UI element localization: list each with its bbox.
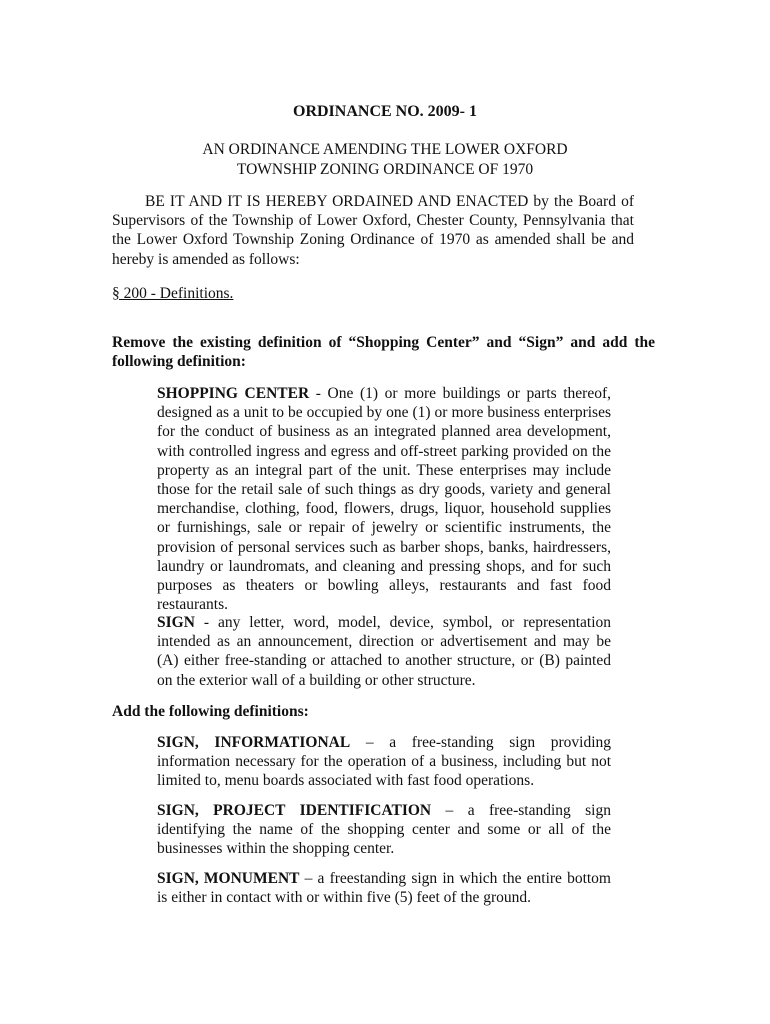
- preamble-paragraph: [112, 192, 634, 269]
- definition-shopping-center: [157, 384, 611, 614]
- ordinance-title: ORDINANCE NO. 2009- 1: [293, 103, 477, 120]
- definition-text: – a free-standing sign providing information necessary for the operation of a business, including but not limited to, menu boards associated with fast food operations.: [157, 734, 611, 790]
- definition-term: SIGN, PROJECT IDENTIFICATION: [157, 802, 432, 819]
- definition-term: SIGN, MONUMENT: [157, 870, 300, 887]
- definition-sign: [157, 613, 611, 690]
- definition-sign-monument: [157, 869, 611, 907]
- section-heading: § 200 - Definitions.: [112, 285, 234, 302]
- subtitle-line-2: TOWNSHIP ZONING ORDINANCE OF 1970: [236, 160, 534, 178]
- definition-sign-project-identification: [157, 801, 611, 859]
- definition-text: – a free-standing sign identifying the name of the shopping center and some or all of the businesses within the shopping center.: [157, 802, 611, 858]
- remove-instruction-line-2: following definition:: [112, 353, 246, 371]
- definition-term: SHOPPING CENTER: [157, 385, 310, 402]
- definition-term: SIGN: [157, 614, 195, 631]
- add-instruction: Add the following definitions:: [112, 703, 309, 720]
- definition-sign-informational: [157, 733, 611, 791]
- preamble-text: BE IT AND IT IS HEREBY ORDAINED AND ENACTED by the Board of Supervisors of the Township of Lower Oxford, Chester County, Pennsylvania that the Lower Oxford Township Zoning Ordinance of 1970 as amended shall be and hereby is amended as follows:: [112, 193, 634, 268]
- remove-instruction-line-1: Remove the existing definition of “Shopping Center” and “Sign” and add the: [112, 334, 655, 351]
- definition-text: - any letter, word, model, device, symbol, or representation intended as an announcement, direction or advertisement and may be (A) either free-standing or attached to another structure, or (B) painted on the exterior wall of a building or other structure.: [157, 614, 611, 689]
- subtitle-line-1: AN ORDINANCE AMENDING THE LOWER OXFORD: [202, 141, 568, 158]
- remove-instruction: [112, 333, 655, 371]
- ordinance-subtitle: [0, 140, 770, 179]
- definition-text: - One (1) or more buildings or parts thereof, designed as a unit to be occupied by one (1) or more business enterprises for the conduct of business as an integrated planned area development, with controlled ingress and egress and off-street parking provided on the property as an integral part of the unit. These enterprises may include those for the retail sale of such things as dry goods, variety and general merchandise, clothing, food, flowers, drugs, liquor, household supplies or furnishings, sale or repair of jewelry or scientific instruments, the provision of personal services such as barber shops, banks, hairdressers, laundry or laundromats, and cleaning and pressing shops, and for such purposes as theaters or bowling alleys, restaurants and fast food restaurants.: [157, 385, 611, 614]
- definition-term: SIGN, INFORMATIONAL: [157, 734, 351, 751]
- definition-text: – a freestanding sign in which the entire bottom is either in contact with or within five (5) feet of the ground.: [157, 870, 611, 907]
